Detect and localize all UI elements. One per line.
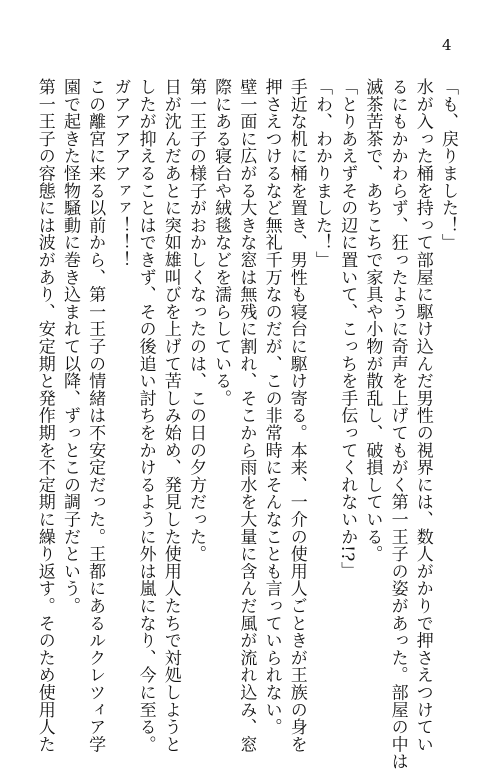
text-line: ガアアアアアァァ！！！ xyxy=(110,78,131,269)
text-line: 水が入った桶を持って部屋に駆け込んだ男性の視界には、数人がかりで押さえつけてい xyxy=(412,78,433,753)
text-line: 壁一面に広がる大きな窓は無残に割れ、そこから雨水を大量に含んだ風が流れ込み、窓 xyxy=(236,78,257,753)
text-line: 園で起きた怪物騒動に巻き込まれて以降、ずっとこの調子だという。 xyxy=(59,78,80,615)
page-number: 4 xyxy=(442,36,452,54)
vertical-text-body xyxy=(32,78,460,770)
text-line: 「わ、わかりました！」 xyxy=(311,78,332,269)
text-line: 手近な机に桶を置き、男性も寝台に駆け寄る。本来、一介の使用人ごときが王族の身を xyxy=(286,78,307,753)
text-line: 第一王子の様子がおかしくなったのは、この日の夕方だった。 xyxy=(185,78,206,563)
text-line: るにもかかわらず、狂ったように奇声を上げてもがく第一王子の姿があった。部屋の中は xyxy=(387,78,408,770)
text-line: 滅茶苦茶で、あちこちで家具や小物が散乱し、破損している。 xyxy=(362,78,383,563)
text-line: 押さえつけるなど無礼千万なのだが、この非常時にそんなことも言っていられない。 xyxy=(261,78,282,736)
text-line: 第一王子の容態には波があり、安定期と発作期を不定期に繰り返す。そのため使用人た xyxy=(34,78,55,753)
text-line: 「も、戻りました！」 xyxy=(438,78,458,251)
text-line: 際にある寝台や絨毯などを濡らしている。 xyxy=(211,78,232,407)
text-line: 日が沈んだあとに突如雄叫びを上げて苦しみ始め、発見した使用人たちで対処しようと xyxy=(160,78,181,753)
text-line: この離宮に来る以前から、第一王子の情緒は不安定だった。王都にあるルクレツィア学 xyxy=(85,78,106,753)
text-line: したが抑えることはできず、その後追い討ちをかけるように外は嵐になり、今に至る。 xyxy=(135,78,156,753)
text-line: 「とりあえずその辺に置いて、こっちを手伝ってくれないか!?」 xyxy=(337,78,358,579)
